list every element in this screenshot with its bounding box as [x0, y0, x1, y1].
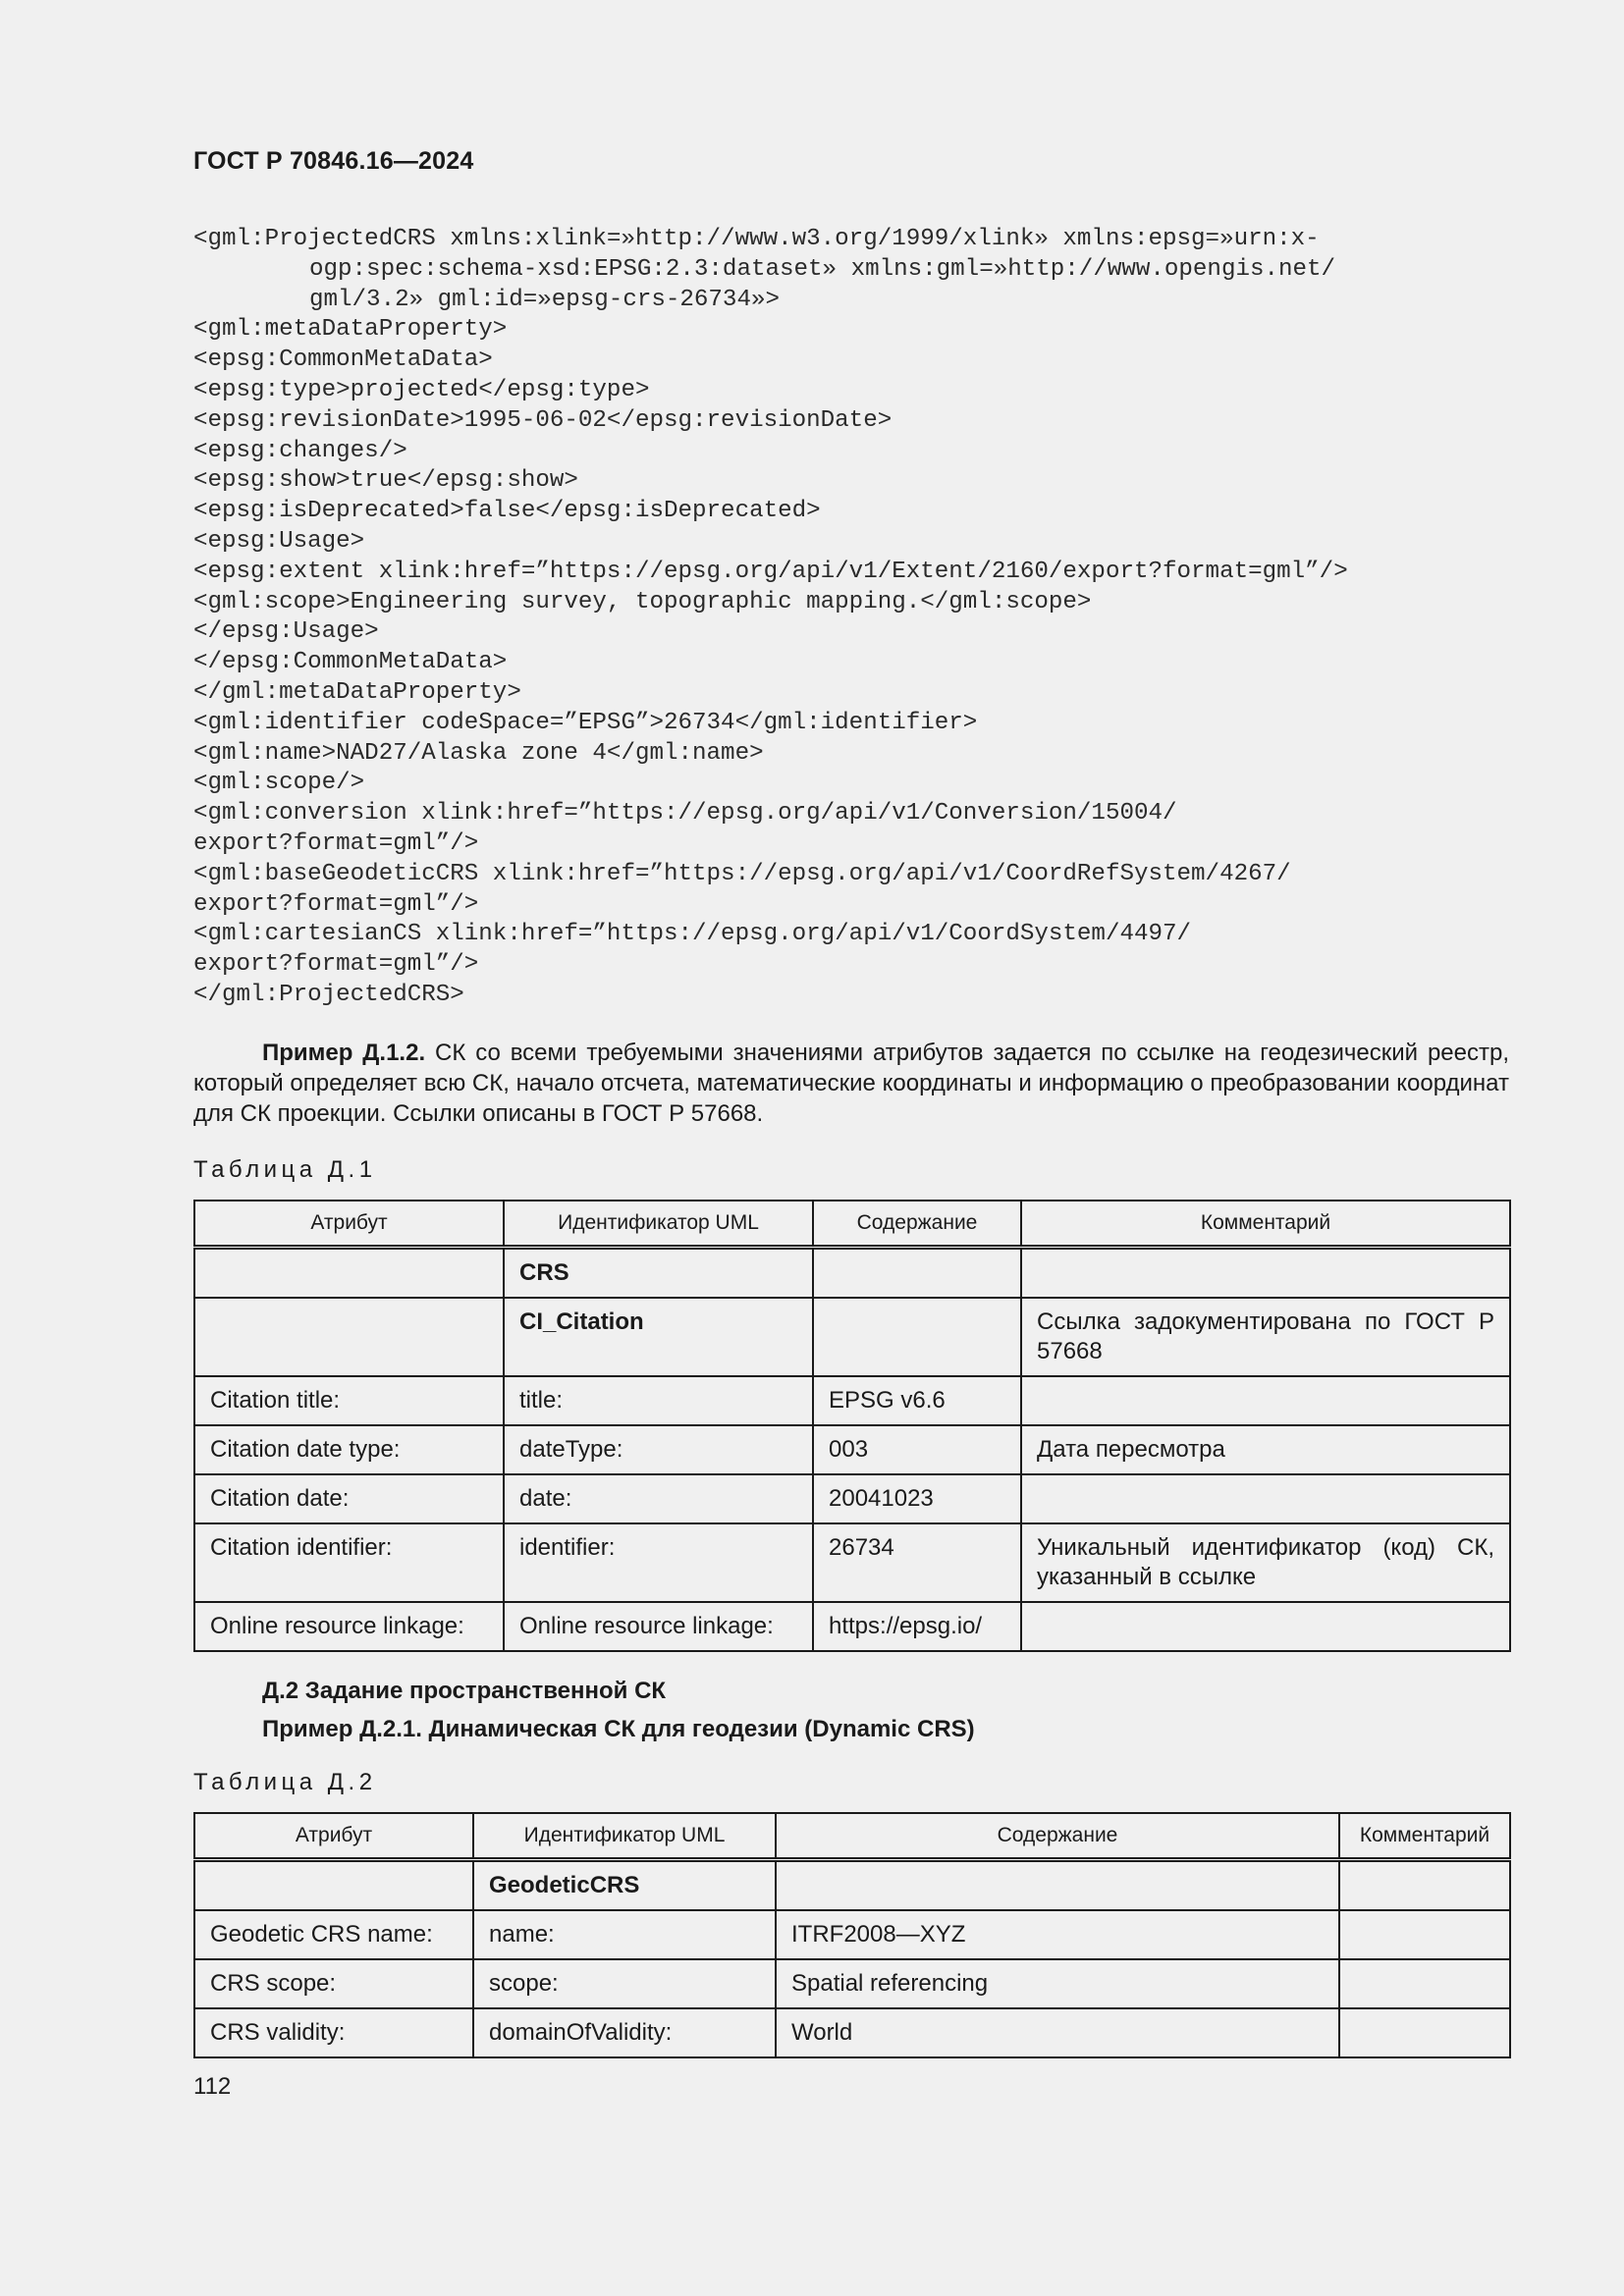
code-line: export?format=gml”/>: [193, 890, 479, 918]
table-cell: 20041023: [813, 1474, 1021, 1523]
code-line: </epsg:CommonMetaData>: [193, 649, 508, 676]
code-line: <epsg:CommonMetaData>: [193, 347, 493, 374]
document-title: ГОСТ Р 70846.16—2024: [193, 147, 474, 175]
table-cell: Citation date type:: [194, 1425, 504, 1474]
code-line: <epsg:extent xlink:href=”https://epsg.org/api/v1/Extent/2160/export?format=gml”/>: [193, 558, 1348, 585]
table-cell: [813, 1298, 1021, 1376]
header-attribute: Атрибут: [194, 1813, 473, 1860]
table-cell: [1339, 2008, 1510, 2057]
table-cell: Geodetic CRS name:: [194, 1910, 473, 1959]
table-cell: Online resource linkage:: [194, 1602, 504, 1651]
header-content: Содержание: [776, 1813, 1339, 1860]
table-row: [194, 1425, 1510, 1474]
table-cell: [1339, 1910, 1510, 1959]
table-cell: Дата пересмотра: [1021, 1425, 1510, 1474]
table-cell: scope:: [473, 1959, 776, 2008]
header-attribute: Атрибут: [194, 1201, 504, 1248]
table-cell: identifier:: [504, 1523, 813, 1602]
table-cell: GeodeticCRS: [473, 1860, 776, 1911]
table-cell: [1339, 1860, 1510, 1911]
code-line: </epsg:Usage>: [193, 618, 379, 646]
header-comment: Комментарий: [1339, 1813, 1510, 1860]
code-line: <gml:scope>Engineering survey, topographic mapping.</gml:scope>: [193, 588, 1092, 615]
table-row: [194, 1523, 1510, 1602]
example-d-2-1-heading: Пример Д.2.1. Динамическая СК для геодезии (Dynamic CRS): [262, 1716, 975, 1742]
table-cell: [813, 1248, 1021, 1299]
table-d2-caption: Таблица Д.2: [193, 1769, 377, 1795]
code-line: </gml:ProjectedCRS>: [193, 981, 464, 1008]
code-line: export?format=gml”/>: [193, 829, 479, 857]
example-d-1-2-paragraph: [193, 1038, 1509, 1129]
table-cell: [194, 1298, 504, 1376]
code-line: <gml:ProjectedCRS xmlns:xlink=»http://www.w3.org/1999/xlink» xmlns:epsg=»urn:x-: [193, 226, 1320, 252]
table-cell: title:: [504, 1376, 813, 1425]
example-label: Пример Д.1.2.: [262, 1040, 426, 1066]
table-row: [194, 1959, 1510, 2008]
code-line: <gml:metaDataProperty>: [193, 316, 508, 344]
code-line: export?format=gml”/>: [193, 951, 479, 979]
code-line: <epsg:revisionDate>1995-06-02</epsg:revisionDate>: [193, 406, 893, 434]
table-cell: name:: [473, 1910, 776, 1959]
table-d2: [193, 1812, 1511, 2058]
table-row: [194, 1910, 1510, 1959]
code-line: ogp:spec:schema-xsd:EPSG:2.3:dataset» xmlns:gml=»http://www.opengis.net/: [309, 255, 1336, 283]
page-number: 112: [193, 2073, 232, 2100]
header-uml-identifier: Идентификатор UML: [473, 1813, 776, 1860]
gml-code-block: [193, 225, 1509, 1011]
section-d2-heading: Д.2 Задание пространственной СК: [262, 1678, 667, 1704]
table-row: [194, 2008, 1510, 2057]
code-line: <gml:identifier codeSpace=”EPSG”>26734</gml:identifier>: [193, 709, 978, 736]
table-cell: Citation title:: [194, 1376, 504, 1425]
table-header-row: [194, 1201, 1510, 1248]
code-line: gml/3.2» gml:id=»epsg-crs-26734»>: [309, 286, 780, 313]
code-line: <epsg:Usage>: [193, 527, 365, 555]
table-d1-caption: Таблица Д.1: [193, 1156, 377, 1183]
table-cell: [1021, 1248, 1510, 1299]
header-comment: Комментарий: [1021, 1201, 1510, 1248]
table-cell: [776, 1860, 1339, 1911]
code-line: <gml:conversion xlink:href=”https://epsg.org/api/v1/Conversion/15004/: [193, 800, 1177, 828]
table-row: [194, 1248, 1510, 1299]
table-cell: Spatial referencing: [776, 1959, 1339, 2008]
table-row: [194, 1376, 1510, 1425]
table-cell: Online resource linkage:: [504, 1602, 813, 1651]
table-cell: EPSG v6.6: [813, 1376, 1021, 1425]
table-cell: ITRF2008—XYZ: [776, 1910, 1339, 1959]
code-line: <gml:cartesianCS xlink:href=”https://epsg.org/api/v1/CoordSystem/4497/: [193, 921, 1192, 948]
code-line: <gml:name>NAD27/Alaska zone 4</gml:name>: [193, 739, 764, 767]
table-cell: domainOfValidity:: [473, 2008, 776, 2057]
header-content: Содержание: [813, 1201, 1021, 1248]
table-cell: CI_Citation: [504, 1298, 813, 1376]
table-cell: CRS validity:: [194, 2008, 473, 2057]
code-line: </gml:metaDataProperty>: [193, 678, 521, 706]
table-row: [194, 1298, 1510, 1376]
table-cell: [1021, 1376, 1510, 1425]
code-line: <gml:scope/>: [193, 770, 365, 797]
table-cell: [194, 1248, 504, 1299]
code-line: <epsg:show>true</epsg:show>: [193, 467, 578, 495]
table-row: [194, 1474, 1510, 1523]
table-d1: [193, 1200, 1511, 1652]
table-cell: Citation identifier:: [194, 1523, 504, 1602]
table-row: [194, 1602, 1510, 1651]
table-cell: CRS scope:: [194, 1959, 473, 2008]
table-row: [194, 1860, 1510, 1911]
table-cell: 003: [813, 1425, 1021, 1474]
table-cell: [1021, 1602, 1510, 1651]
table-cell: [194, 1860, 473, 1911]
code-line: <gml:baseGeodeticCRS xlink:href=”https://epsg.org/api/v1/CoordRefSystem/4267/: [193, 860, 1291, 887]
table-cell: Уникальный идентификатор (код) СК, указанный в ссылке: [1021, 1523, 1510, 1602]
table-cell: World: [776, 2008, 1339, 2057]
table-header-row: [194, 1813, 1510, 1860]
table-cell: CRS: [504, 1248, 813, 1299]
example-text: СК со всеми требуемыми значениями атрибутов задается по ссылке на геодезический реестр, который определяет всю СК, начало отсчета, математические координаты и информацию о преобразовании координат для СК проекции. Ссылки описаны в ГОСТ Р 57668.: [193, 1040, 1509, 1127]
table-cell: [1021, 1474, 1510, 1523]
table-cell: https://epsg.io/: [813, 1602, 1021, 1651]
code-line: <epsg:changes/>: [193, 437, 407, 464]
table-cell: date:: [504, 1474, 813, 1523]
code-line: <epsg:isDeprecated>false</epsg:isDeprecated>: [193, 498, 821, 525]
table-cell: Citation date:: [194, 1474, 504, 1523]
table-cell: 26734: [813, 1523, 1021, 1602]
header-uml-identifier: Идентификатор UML: [504, 1201, 813, 1248]
table-cell: dateType:: [504, 1425, 813, 1474]
table-cell: [1339, 1959, 1510, 2008]
table-cell: Ссылка задокументирована по ГОСТ Р 57668: [1021, 1298, 1510, 1376]
code-line: <epsg:type>projected</epsg:type>: [193, 376, 650, 403]
